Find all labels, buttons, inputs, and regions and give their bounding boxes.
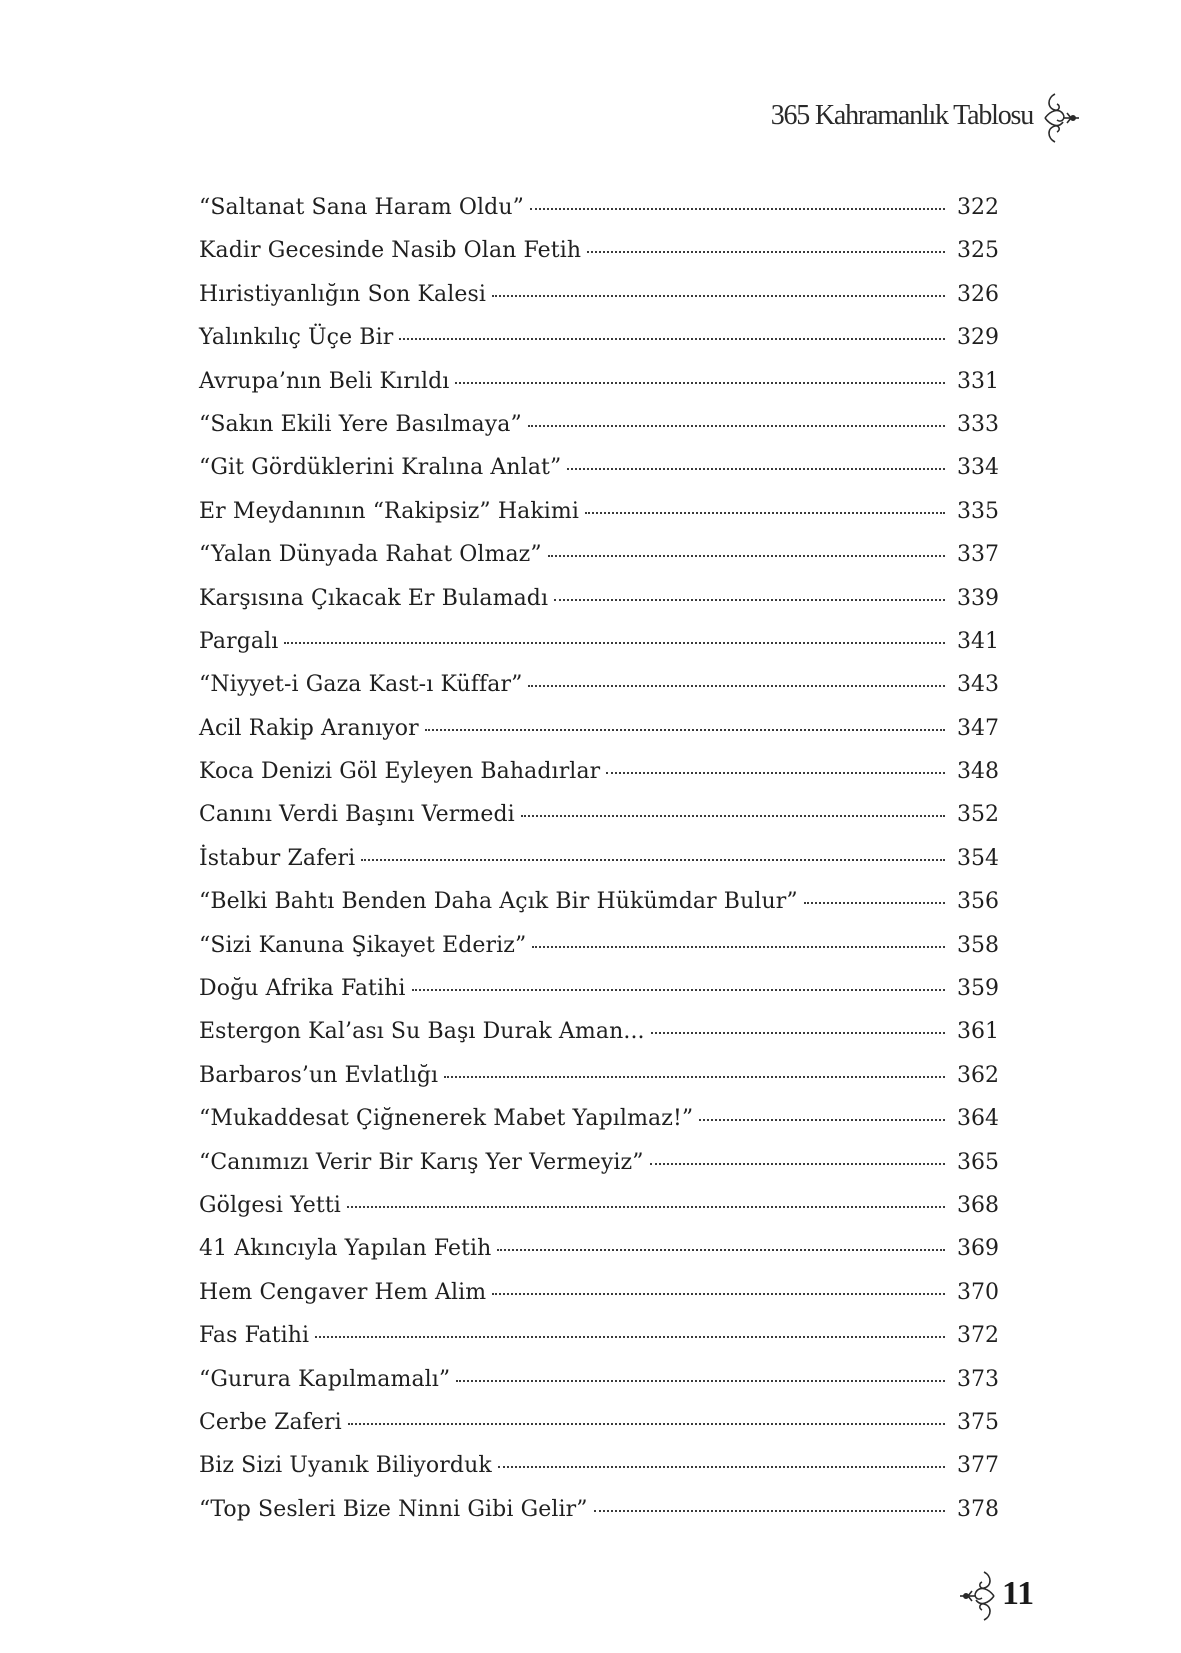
toc-entry[interactable] (199, 750, 999, 793)
toc-entry[interactable] (199, 577, 999, 620)
dot-leader (650, 1162, 945, 1165)
toc-entry-page: 333 (957, 411, 999, 437)
toc-entry[interactable] (199, 793, 999, 836)
toc-entry[interactable] (199, 1227, 999, 1270)
toc-entry-title: Estergon Kal’ası Su Başı Durak Aman... (199, 1019, 645, 1045)
toc-entry[interactable] (199, 837, 999, 880)
toc-entry-page: 356 (957, 889, 999, 915)
toc-entry-page: 352 (957, 802, 999, 828)
dot-leader (528, 424, 945, 427)
toc-entry-page: 368 (957, 1192, 999, 1218)
toc-entry-title: “Mukaddesat Çiğnenerek Mabet Yapılmaz!” (199, 1106, 694, 1132)
toc-entry-title: “Canımızı Verir Bir Karış Yer Vermeyiz” (199, 1149, 644, 1175)
toc-entry-page: 378 (957, 1496, 999, 1522)
toc-entry[interactable] (199, 403, 999, 446)
toc-entry-title: Hıristiyanlığın Son Kalesi (199, 281, 487, 307)
toc-entry-page: 359 (957, 976, 999, 1002)
toc-entry-title: “Saltanat Sana Haram Oldu” (199, 195, 524, 220)
toc-entry-title: İstabur Zaferi (199, 845, 356, 871)
dot-leader (594, 1509, 945, 1512)
toc-entry-title: Gölgesi Yetti (199, 1192, 341, 1218)
toc-entry-title: Yalınkılıç Üçe Bir (199, 325, 394, 351)
dot-leader (554, 598, 945, 601)
running-header-title: 365 Kahramanlık Tablosu (770, 100, 1033, 131)
toc-entry-title: “Sakın Ekili Yere Basılmaya” (199, 411, 522, 437)
toc-entry-page: 348 (957, 759, 999, 785)
toc-entry-page: 372 (957, 1323, 999, 1349)
toc-entry-page: 362 (957, 1062, 999, 1088)
toc-entry-page: 373 (957, 1366, 999, 1392)
toc-entry[interactable] (199, 1271, 999, 1314)
dot-leader (456, 1379, 945, 1382)
toc-entry[interactable] (199, 707, 999, 750)
toc-entry-page: 358 (957, 932, 999, 958)
scroll-ornament-icon (1037, 86, 1081, 150)
toc-entry[interactable] (199, 663, 999, 706)
toc-entry-page: 329 (957, 325, 999, 351)
toc-entry[interactable] (199, 273, 999, 316)
toc-entry[interactable] (199, 1444, 999, 1487)
toc-entry-title: Pargalı (199, 628, 279, 654)
toc-entry-title: Avrupa’nın Beli Kırıldı (199, 368, 450, 394)
toc-entry-page: 365 (957, 1149, 999, 1175)
dot-leader (425, 728, 945, 731)
toc-entry-title: “Niyyet-i Gaza Kast-ı Küffar” (199, 672, 523, 698)
toc-entry-page: 334 (957, 455, 999, 481)
dot-leader (492, 294, 945, 297)
dot-leader (530, 207, 945, 210)
dot-leader (567, 467, 945, 470)
toc-entry[interactable] (199, 1097, 999, 1140)
dot-leader (348, 1422, 945, 1425)
toc-entry-page: 364 (957, 1106, 999, 1132)
toc-entry[interactable] (199, 1488, 999, 1531)
toc-entry-title: Kadir Gecesinde Nasib Olan Fetih (199, 238, 582, 264)
dot-leader (455, 381, 945, 384)
toc-entry-title: Er Meydanının “Rakipsiz” Hakimi (199, 498, 580, 524)
toc-entry-title: Karşısına Çıkacak Er Bulamadı (199, 585, 549, 611)
toc-entry-title: “Yalan Dünyada Rahat Olmaz” (199, 542, 542, 568)
toc-entry-title: “Sizi Kanuna Şikayet Ederiz” (199, 932, 527, 958)
dot-leader (284, 641, 945, 644)
dot-leader (532, 945, 945, 948)
toc-entry-page: 343 (957, 672, 999, 698)
toc-entry[interactable] (199, 490, 999, 533)
toc-entry[interactable] (199, 620, 999, 663)
toc-entry-title: “Belki Bahtı Benden Daha Açık Bir Hükümdar Bulur” (199, 889, 798, 915)
dot-leader (497, 1248, 945, 1251)
toc-entry-page: 339 (957, 585, 999, 611)
dot-leader (361, 858, 945, 861)
dot-leader (585, 511, 945, 514)
toc-entry-page: 337 (957, 542, 999, 568)
page-number: 11 (1002, 1575, 1035, 1612)
dot-leader (399, 337, 945, 340)
dot-leader (528, 684, 945, 687)
toc-entry[interactable] (199, 880, 999, 923)
toc-entry-title: Doğu Afrika Fatihi (199, 976, 406, 1002)
toc-entry[interactable] (199, 316, 999, 359)
toc-entry-page: 377 (957, 1453, 999, 1479)
toc-entry-title: Barbaros’un Evlatlığı (199, 1062, 439, 1088)
toc-entry[interactable] (199, 1054, 999, 1097)
toc-entry[interactable] (199, 1141, 999, 1184)
toc-entry-page: 341 (957, 628, 999, 654)
toc-entry-title: Fas Fatihi (199, 1323, 310, 1349)
scroll-ornament-icon (960, 1566, 1000, 1626)
toc-entry-page: 335 (957, 498, 999, 524)
toc-entry-page: 354 (957, 845, 999, 871)
toc-entry-page: 322 (957, 195, 999, 220)
toc-entry[interactable] (199, 229, 999, 272)
dot-leader (498, 1465, 945, 1468)
toc-entry-page: 375 (957, 1409, 999, 1435)
toc-entry-page: 370 (957, 1279, 999, 1305)
dot-leader (699, 1118, 945, 1121)
dot-leader (444, 1075, 945, 1078)
toc-entry-title: “Top Sesleri Bize Ninni Gibi Gelir” (199, 1496, 588, 1522)
dot-leader (315, 1335, 945, 1338)
toc-entry-title: “Gurura Kapılmamalı” (199, 1366, 451, 1392)
toc-entry-page: 347 (957, 715, 999, 741)
toc-entry[interactable] (199, 360, 999, 403)
toc-entry-title: Canını Verdi Başını Vermedi (199, 802, 515, 828)
dot-leader (548, 554, 945, 557)
toc-entry-title: Cerbe Zaferi (199, 1409, 342, 1435)
dot-leader (804, 901, 945, 904)
dot-leader (521, 814, 945, 817)
toc-entry[interactable] (199, 533, 999, 576)
dot-leader (587, 250, 945, 253)
toc-entry-page: 331 (957, 368, 999, 394)
dot-leader (651, 1031, 945, 1034)
toc-entry-page: 325 (957, 238, 999, 264)
toc-entry-title: “Git Gördüklerini Kralına Anlat” (199, 455, 562, 481)
toc-entry-page: 369 (957, 1236, 999, 1262)
toc-entry[interactable] (199, 967, 999, 1010)
toc-entry-title: Acil Rakip Aranıyor (199, 715, 419, 741)
toc-entry-page: 326 (957, 281, 999, 307)
toc-entry[interactable] (199, 1314, 999, 1357)
dot-leader (606, 771, 945, 774)
dot-leader (412, 988, 945, 991)
toc-entry[interactable] (199, 446, 999, 489)
toc-entry-title: Koca Denizi Göl Eyleyen Bahadırlar (199, 759, 601, 785)
toc-entry[interactable] (199, 186, 999, 229)
page-footer (960, 1566, 1060, 1626)
toc-entry[interactable] (199, 1010, 999, 1053)
toc-entry-title: 41 Akıncıyla Yapılan Fetih (199, 1236, 492, 1262)
toc-entry-title: Biz Sizi Uyanık Biliyorduk (199, 1453, 492, 1479)
dot-leader (347, 1205, 945, 1208)
toc-entry-title: Hem Cengaver Hem Alim (199, 1279, 487, 1305)
toc-entry[interactable] (199, 1358, 999, 1401)
toc-entry[interactable] (199, 1401, 999, 1444)
table-of-contents (199, 186, 999, 1531)
toc-entry-page: 361 (957, 1019, 999, 1045)
dot-leader (492, 1292, 945, 1295)
toc-entry[interactable] (199, 924, 999, 967)
toc-entry[interactable] (199, 1184, 999, 1227)
